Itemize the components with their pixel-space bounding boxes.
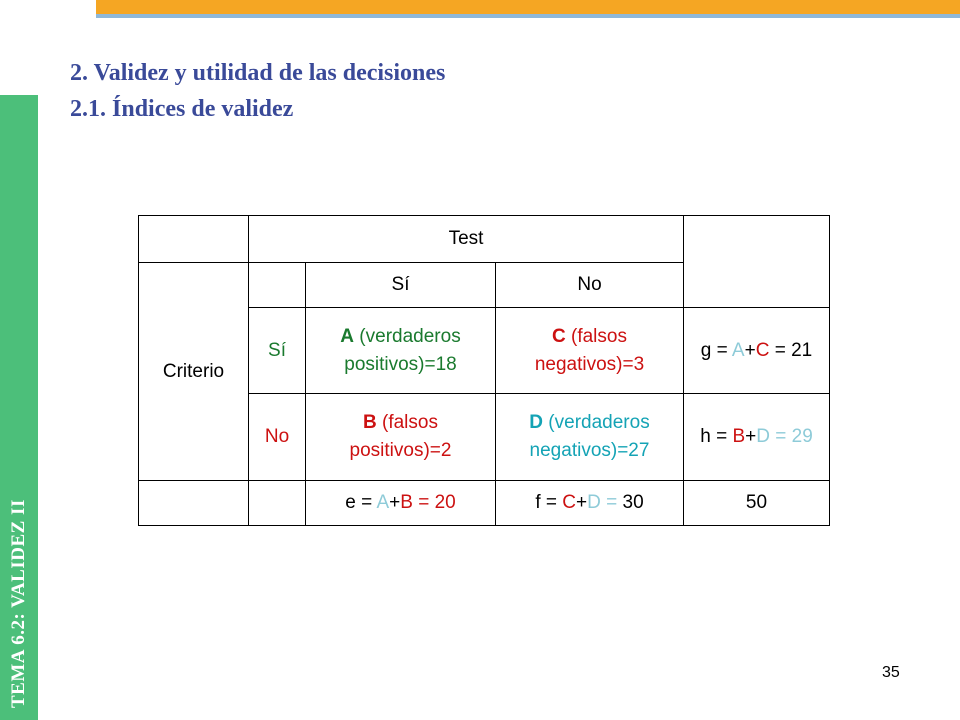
h-term-d: D = 29 — [756, 426, 813, 447]
e-term-a: A — [376, 492, 390, 513]
cell-total: 50 — [684, 481, 830, 526]
table-row — [139, 481, 830, 526]
row-si-label: Sí — [249, 308, 306, 394]
top-accent-bar — [96, 0, 960, 14]
cell-e — [306, 481, 496, 526]
e-label: e = — [345, 492, 377, 513]
f-term-d: D = — [587, 492, 623, 513]
side-label-text: TEMA 6.2: VALIDEZ II — [8, 499, 29, 708]
col-si-header: Sí — [306, 263, 496, 308]
f-term-c: C — [562, 492, 577, 513]
col-no-header: No — [496, 263, 684, 308]
e-plus: + — [389, 492, 401, 513]
cell-g — [684, 308, 830, 394]
f-result: 30 — [622, 492, 644, 513]
cell-B-text: (falsos positivos)=2 — [349, 412, 452, 461]
g-result: = 21 — [769, 339, 813, 361]
validity-table — [138, 215, 830, 526]
g-term-c: C — [755, 339, 770, 361]
page-number: 35 — [882, 664, 900, 681]
row-criterio-label: Criterio — [139, 263, 249, 481]
e-result: = 20 — [412, 492, 456, 513]
empty-cell — [684, 216, 830, 308]
row-no-label: No — [249, 394, 306, 481]
cell-B — [306, 394, 496, 481]
table-row — [139, 216, 830, 263]
empty-cell — [139, 481, 249, 526]
cell-f — [496, 481, 684, 526]
cell-C-letter: C — [552, 325, 566, 347]
e-term-b: B — [400, 492, 413, 513]
header-test: Test — [249, 216, 684, 263]
cell-A — [306, 308, 496, 394]
top-accent-line — [96, 14, 960, 18]
cell-C-text: (falsos negativos)=3 — [534, 325, 645, 375]
h-label: h = — [700, 426, 733, 447]
cell-D — [496, 394, 684, 481]
cell-A-text: (verdaderos positivos)=18 — [344, 325, 461, 375]
f-plus: + — [576, 492, 588, 513]
side-label — [8, 499, 30, 708]
cell-C — [496, 308, 684, 394]
title-line-2: 2.1. Índices de validez — [70, 96, 294, 122]
slide-title — [70, 55, 445, 127]
cell-h — [684, 394, 830, 481]
empty-cell — [249, 263, 306, 308]
cell-D-text: (verdaderos negativos)=27 — [529, 412, 650, 461]
h-plus: + — [745, 426, 757, 447]
title-line-1: 2. Validez y utilidad de las decisiones — [70, 60, 446, 86]
cell-D-letter: D — [529, 412, 544, 433]
g-plus: + — [744, 339, 756, 361]
g-label: g = — [700, 339, 732, 361]
empty-cell — [249, 481, 306, 526]
h-term-b: B — [732, 426, 746, 447]
g-term-a: A — [731, 339, 745, 361]
cell-B-letter: B — [363, 412, 377, 433]
cell-A-letter: A — [340, 325, 355, 347]
empty-cell — [139, 216, 249, 263]
f-label: f = — [535, 492, 563, 513]
